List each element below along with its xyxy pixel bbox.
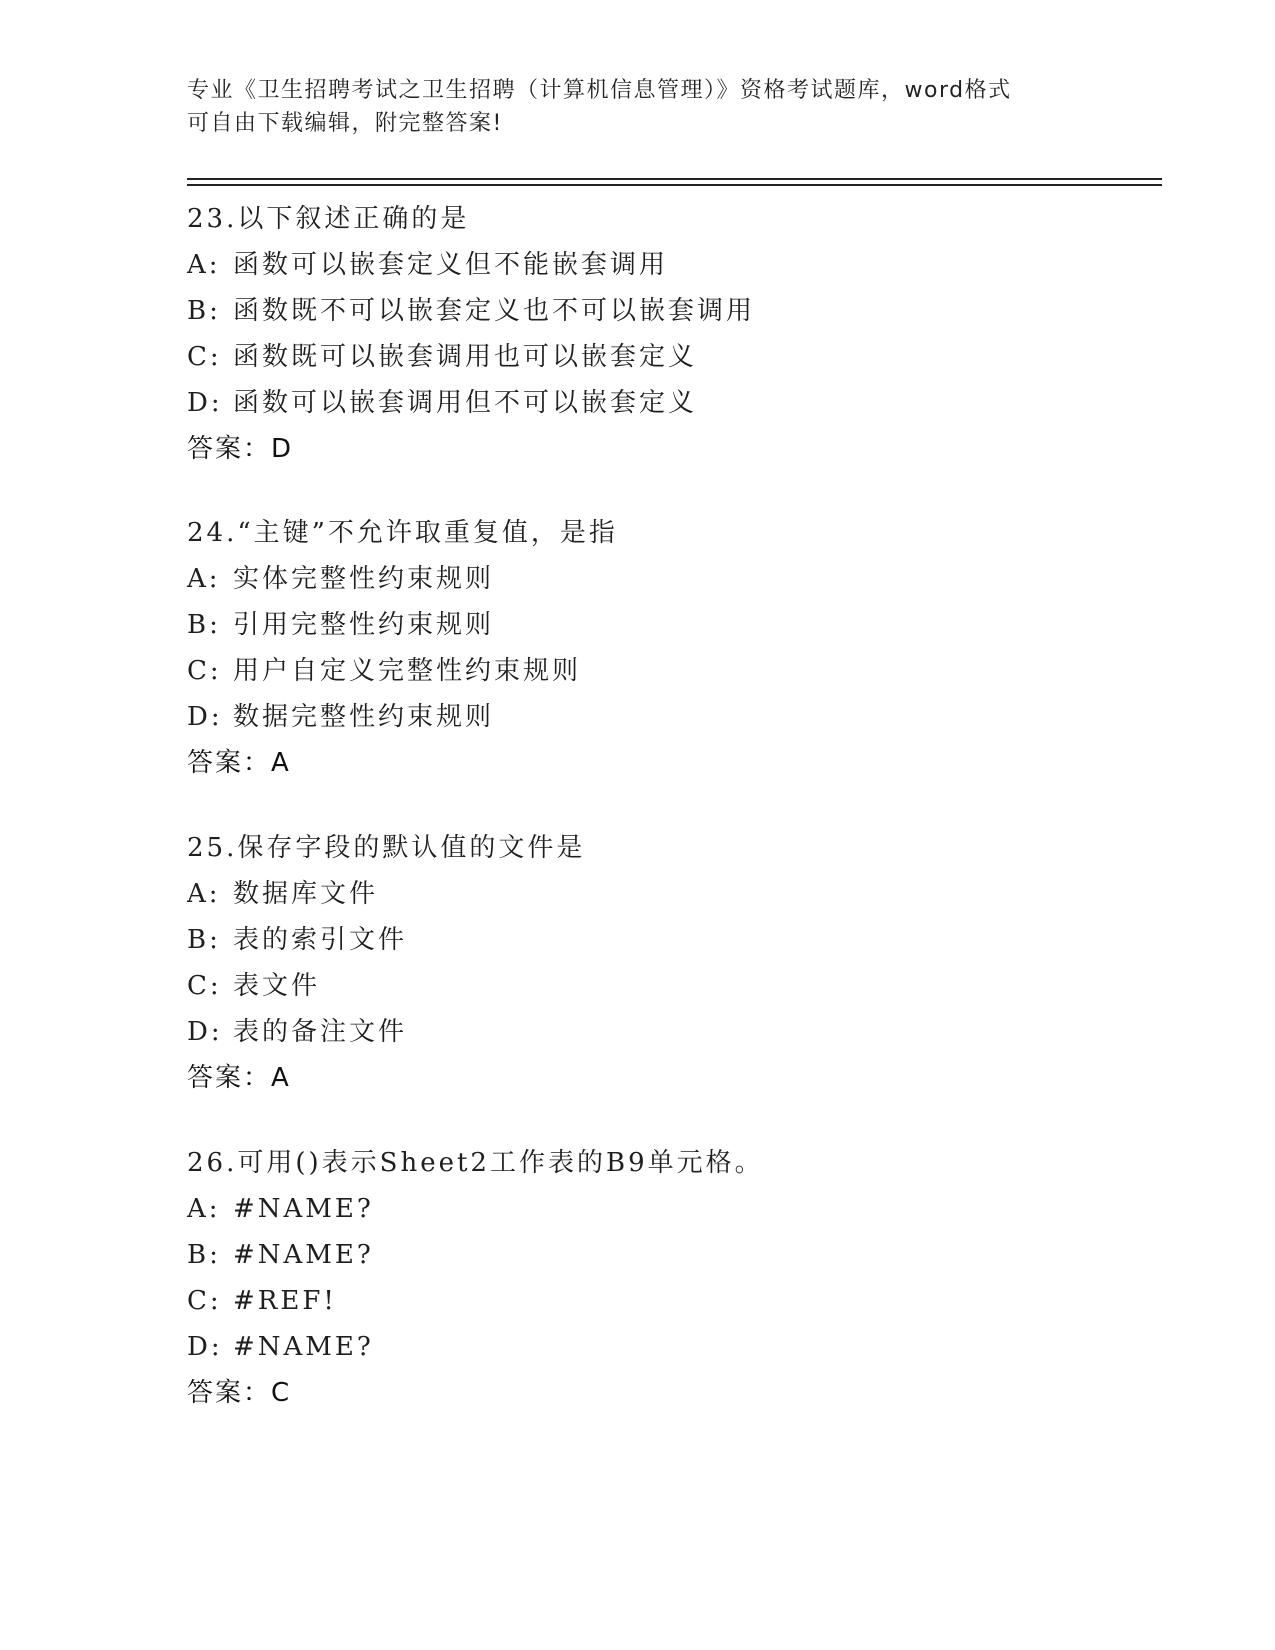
option-text: 数据完整性约束规则 bbox=[233, 702, 495, 732]
option-text: 用户自定义完整性约束规则 bbox=[233, 656, 582, 686]
option-label: B: bbox=[187, 296, 221, 326]
header-divider-bottom bbox=[187, 184, 1162, 186]
option-text: 数据库文件 bbox=[233, 879, 379, 909]
option-text: 函数既不可以嵌套定义也不可以嵌套调用 bbox=[233, 296, 756, 326]
option-a bbox=[187, 556, 1147, 602]
option-a bbox=[187, 242, 1147, 288]
option-b bbox=[187, 917, 1147, 963]
option-label: B: bbox=[187, 610, 221, 640]
option-d bbox=[187, 380, 1147, 426]
option-d bbox=[187, 1324, 1147, 1370]
option-text: 实体完整性约束规则 bbox=[233, 564, 495, 594]
option-label: C: bbox=[187, 1286, 222, 1316]
header-line-1: 专业《卫生招聘考试之卫生招聘（计算机信息管理）》资格考试题库，word格式 bbox=[187, 78, 1012, 103]
option-c bbox=[187, 334, 1147, 380]
option-a bbox=[187, 1186, 1147, 1232]
answer: 答案：A bbox=[187, 1063, 291, 1093]
option-b bbox=[187, 288, 1147, 334]
answer: 答案：C bbox=[187, 1378, 292, 1408]
option-label: D: bbox=[187, 1332, 223, 1362]
question-stem: 23.以下叙述正确的是 bbox=[187, 204, 470, 234]
option-c bbox=[187, 963, 1147, 1009]
question-stem: 26.可用()表示Sheet2工作表的B9单元格。 bbox=[187, 1148, 764, 1178]
option-d bbox=[187, 1009, 1147, 1055]
option-text: #REF! bbox=[233, 1286, 337, 1316]
question-26 bbox=[187, 1140, 1147, 1416]
option-label: C: bbox=[187, 342, 222, 372]
option-text: 函数可以嵌套定义但不能嵌套调用 bbox=[233, 250, 669, 280]
question-24 bbox=[187, 510, 1147, 786]
header-line-2: 可自由下载编辑，附完整答案! bbox=[187, 111, 503, 136]
option-text: #NAME? bbox=[233, 1332, 374, 1362]
question-25 bbox=[187, 825, 1147, 1101]
option-text: 表的索引文件 bbox=[233, 925, 408, 955]
option-d bbox=[187, 694, 1147, 740]
header-divider-top bbox=[187, 178, 1162, 180]
option-label: A: bbox=[187, 879, 221, 909]
option-label: A: bbox=[187, 1194, 221, 1224]
question-23 bbox=[187, 196, 1147, 472]
option-label: D: bbox=[187, 702, 223, 732]
option-text: 表文件 bbox=[233, 971, 321, 1001]
option-text: 表的备注文件 bbox=[233, 1017, 408, 1047]
option-b bbox=[187, 1232, 1147, 1278]
option-text: 函数可以嵌套调用但不可以嵌套定义 bbox=[233, 388, 698, 418]
question-stem: 25.保存字段的默认值的文件是 bbox=[187, 833, 586, 863]
option-label: B: bbox=[187, 925, 221, 955]
option-c bbox=[187, 648, 1147, 694]
option-text: #NAME? bbox=[233, 1194, 374, 1224]
option-label: B: bbox=[187, 1240, 221, 1270]
option-label: D: bbox=[187, 1017, 223, 1047]
document-header bbox=[187, 74, 1087, 140]
option-text: 函数既可以嵌套调用也可以嵌套定义 bbox=[233, 342, 698, 372]
option-label: C: bbox=[187, 971, 222, 1001]
option-a bbox=[187, 871, 1147, 917]
option-label: C: bbox=[187, 656, 222, 686]
answer: 答案：A bbox=[187, 748, 291, 778]
option-label: A: bbox=[187, 250, 221, 280]
option-text: 引用完整性约束规则 bbox=[233, 610, 495, 640]
option-c bbox=[187, 1278, 1147, 1324]
answer: 答案：D bbox=[187, 434, 294, 464]
option-text: #NAME? bbox=[233, 1240, 374, 1270]
option-b bbox=[187, 602, 1147, 648]
option-label: D: bbox=[187, 388, 223, 418]
question-stem: 24.“主键”不允许取重复值，是指 bbox=[187, 518, 618, 548]
option-label: A: bbox=[187, 564, 221, 594]
